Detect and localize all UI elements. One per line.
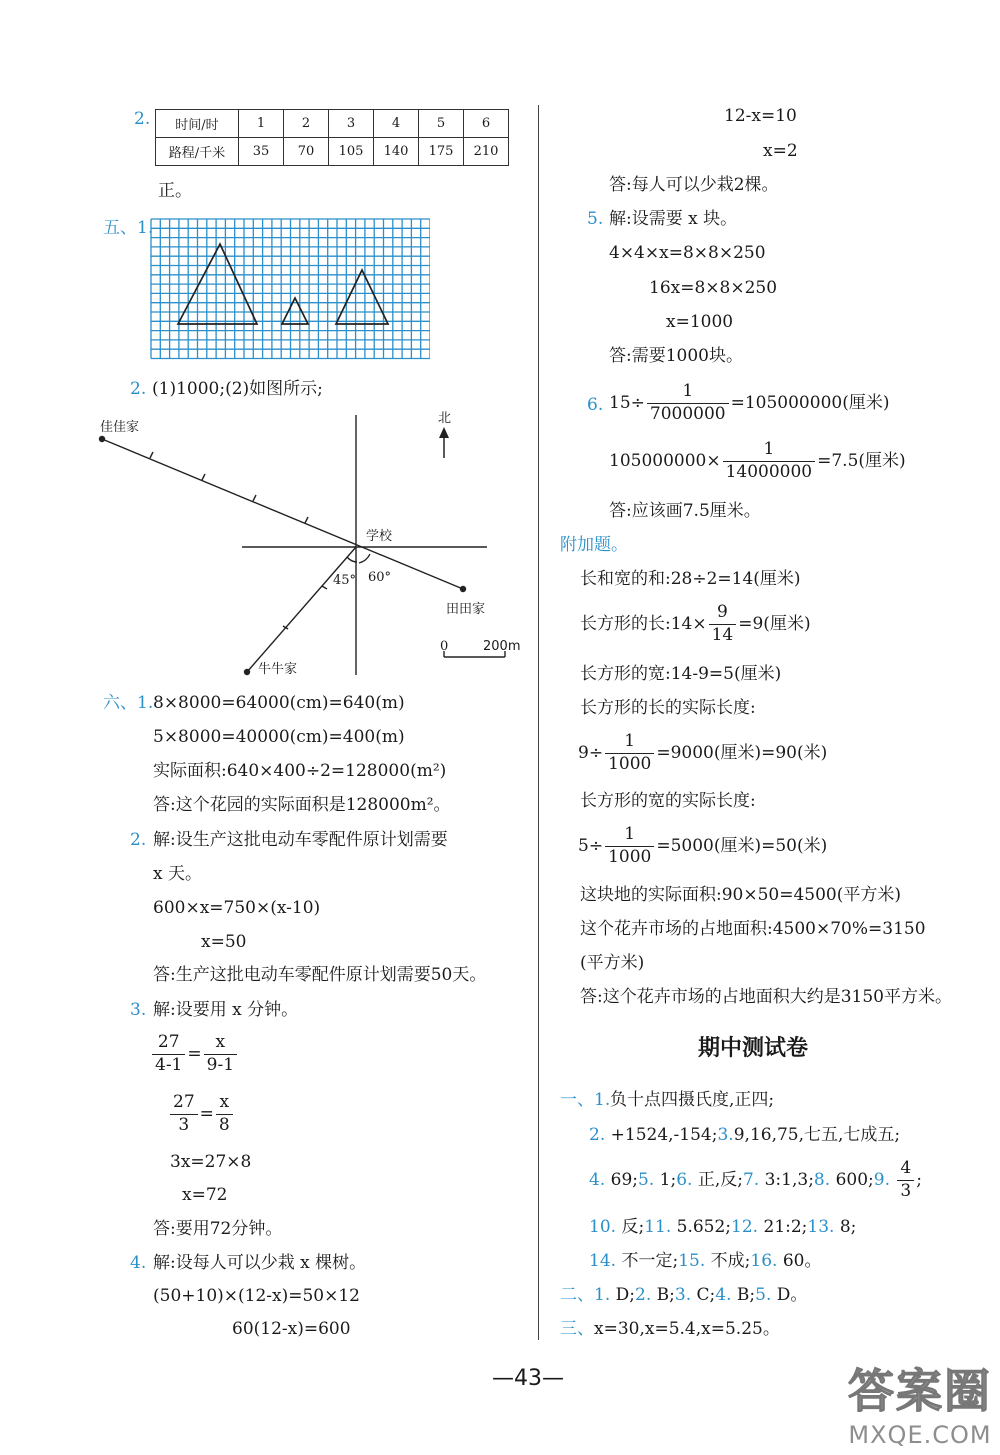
table-cell: 路程/千米 xyxy=(156,138,239,166)
fraction: $\frac{4}{3}$ xyxy=(897,1160,914,1201)
map-angle-60: 60° xyxy=(368,570,392,585)
answer-text: 答:需要1000块。 xyxy=(609,346,743,366)
answer-text: (平方米) xyxy=(580,953,645,973)
fraction: $\frac{1}{7000000}$ xyxy=(647,383,729,424)
answer-text: 长方形的宽的实际长度: xyxy=(580,791,756,811)
section-number: 一、1. xyxy=(560,1090,611,1110)
direction-map xyxy=(95,410,535,682)
section-number: 六、1. xyxy=(103,693,154,713)
answer-line: 二、1. D;2. B;3. C;4. B;5. D。 xyxy=(560,1285,808,1305)
equation: 5×8000=40000(cm)=400(m) xyxy=(153,727,405,747)
equation: 实际面积:640×400÷2=128000(m²) xyxy=(153,761,447,781)
answer-line: 三、x=30,x=5.4,x=5.25。 xyxy=(560,1319,780,1339)
answer-text: 答:这个花卉市场的占地面积大约是3150平方米。 xyxy=(580,987,952,1007)
scale-distance: 200m xyxy=(483,639,521,654)
answer-text: 负十点四摄氏度,正四; xyxy=(610,1090,775,1110)
question-number: 6. xyxy=(587,395,604,415)
section-number: 五、1. xyxy=(103,218,154,238)
equation: 8×8000=64000(cm)=640(m) xyxy=(153,693,405,713)
table-cell: 175 xyxy=(419,138,464,166)
equation: x=1000 xyxy=(666,312,734,332)
question-number: 2. xyxy=(130,830,147,850)
table-cell: 时间/时 xyxy=(156,110,239,138)
equation: 16x=8×8×250 xyxy=(649,278,778,298)
equation: 长方形的长:14× $\frac{9}{14}$ =9(厘米) xyxy=(580,602,811,645)
answer-text: 答:生产这批电动车零配件原计划需要50天。 xyxy=(153,965,487,985)
equation: 3x=27×8 xyxy=(170,1152,252,1172)
medium-triangle xyxy=(336,270,388,324)
question-number: 3. xyxy=(130,1000,147,1020)
answer-text: 这块地的实际面积:90×50=4500(平方米) xyxy=(580,885,902,905)
table-cell: 2 xyxy=(284,110,329,138)
answer-text: 长方形的长的实际长度: xyxy=(580,698,756,718)
equation: 5÷ $\frac{1}{1000}$ =5000(厘米)=50(米) xyxy=(578,824,828,867)
map-label-north: 北 xyxy=(438,411,452,426)
watermark-logo: 答案圈 MXQE.COM xyxy=(848,1364,992,1449)
fraction: $\frac{9}{14}$ xyxy=(709,604,737,645)
section-title: 期中测试卷 xyxy=(698,1036,809,1061)
bonus-heading: 附加题。 xyxy=(560,535,628,555)
equation: (50+10)×(12-x)=50×12 xyxy=(153,1286,360,1306)
page-number: —43— xyxy=(492,1366,564,1391)
small-triangle xyxy=(282,298,308,324)
answer-text: 答:这个花园的实际面积是128000m²。 xyxy=(153,795,451,815)
answer-text: 解:设生产这批电动车零配件原计划需要 xyxy=(153,830,448,850)
table-cell: 105 xyxy=(329,138,374,166)
column-divider xyxy=(538,105,539,1340)
question-number: 2. xyxy=(134,109,151,129)
map-label-niuniu: 牛牛家 xyxy=(258,662,298,677)
equation: 60(12-x)=600 xyxy=(232,1319,351,1339)
equation: 4×4×x=8×8×250 xyxy=(609,243,766,263)
fraction: $\frac{1}{1000}$ xyxy=(605,826,654,867)
table-cell: 210 xyxy=(464,138,509,166)
answer-text: 这个花卉市场的占地面积:4500×70%=3150 xyxy=(580,919,926,939)
answer-text: 解:设每人可以少栽 x 棵树。 xyxy=(153,1253,367,1273)
equation: x=50 xyxy=(201,932,247,952)
table-row xyxy=(156,110,509,138)
table-cell: 35 xyxy=(239,138,284,166)
table-cell: 6 xyxy=(464,110,509,138)
map-label-jiajia: 佳佳家 xyxy=(100,420,140,435)
table-cell: 5 xyxy=(419,110,464,138)
map-label-school: 学校 xyxy=(366,529,393,544)
answer-text: 长方形的宽:14-9=5(厘米) xyxy=(580,664,782,684)
table-cell: 3 xyxy=(329,110,374,138)
answer-text: 解:设要用 x 分钟。 xyxy=(153,1000,299,1020)
equation: 105000000× $\frac{1}{14000000}$ =7.5(厘米) xyxy=(609,439,906,482)
equation: 15÷ $\frac{1}{7000000}$ =105000000(厘米) xyxy=(609,381,890,424)
answer-text: 正。 xyxy=(158,181,192,201)
answer-text: 解:设需要 x 块。 xyxy=(609,209,738,229)
equation: 12-x=10 xyxy=(724,106,797,126)
fraction: $\frac{27}{4-1}$ xyxy=(152,1034,185,1075)
answer-line: 10. 反;11. 5.652;12. 21:2;13. 8; xyxy=(589,1217,857,1237)
equation: x=2 xyxy=(763,141,798,161)
proportion-equation: $\frac{27}{3}$ = $\frac{x}{8}$ xyxy=(168,1094,235,1135)
fraction: $\frac{x}{9-1}$ xyxy=(204,1034,237,1075)
question-number: 2. xyxy=(130,379,147,399)
answer-line: 2. +1524,-154;3.9,16,75,七五,七成五; xyxy=(589,1125,901,1145)
answer-text: x 天。 xyxy=(153,864,202,884)
table-cell: 70 xyxy=(284,138,329,166)
question-number: 4. xyxy=(130,1253,147,1273)
proportion-equation: $\frac{27}{4-1}$ = $\frac{x}{9-1}$ xyxy=(150,1034,239,1075)
map-label-tiantian: 田田家 xyxy=(446,602,486,617)
table-row xyxy=(156,138,509,166)
answer-line: 14. 不一定;15. 不成;16. 60。 xyxy=(589,1251,822,1271)
equation: x=72 xyxy=(182,1185,228,1205)
fraction: $\frac{1}{1000}$ xyxy=(605,733,654,774)
answer-text: 答:要用72分钟。 xyxy=(153,1219,283,1239)
answer-text: 答:每人可以少栽2棵。 xyxy=(609,175,779,195)
scale-zero: 0 xyxy=(440,639,449,654)
equation: 600×x=750×(x-10) xyxy=(153,898,321,918)
table-cell: 4 xyxy=(374,110,419,138)
fraction: $\frac{27}{3}$ xyxy=(170,1094,198,1135)
equation: 9÷ $\frac{1}{1000}$ =9000(厘米)=90(米) xyxy=(578,731,828,774)
grid-figure xyxy=(150,218,430,366)
question-number: 5. xyxy=(587,209,604,229)
answer-text: 长和宽的和:28÷2=14(厘米) xyxy=(580,569,801,589)
map-angle-45: 45° xyxy=(333,573,357,588)
fraction: $\frac{1}{14000000}$ xyxy=(723,441,816,482)
north-arrow-icon xyxy=(439,427,449,458)
table-cell: 140 xyxy=(374,138,419,166)
fraction: $\frac{x}{8}$ xyxy=(216,1094,233,1135)
answer-text: 答:应该画7.5厘米。 xyxy=(609,501,761,521)
time-distance-table xyxy=(155,109,509,166)
answer-line: 4. 69;5. 1;6. 正,反;7. 3:1,3;8. 600;9. $\frac{4}{3}$ ; xyxy=(589,1158,922,1201)
table-cell: 1 xyxy=(239,110,284,138)
answer-text: (1)1000;(2)如图所示; xyxy=(152,379,323,399)
